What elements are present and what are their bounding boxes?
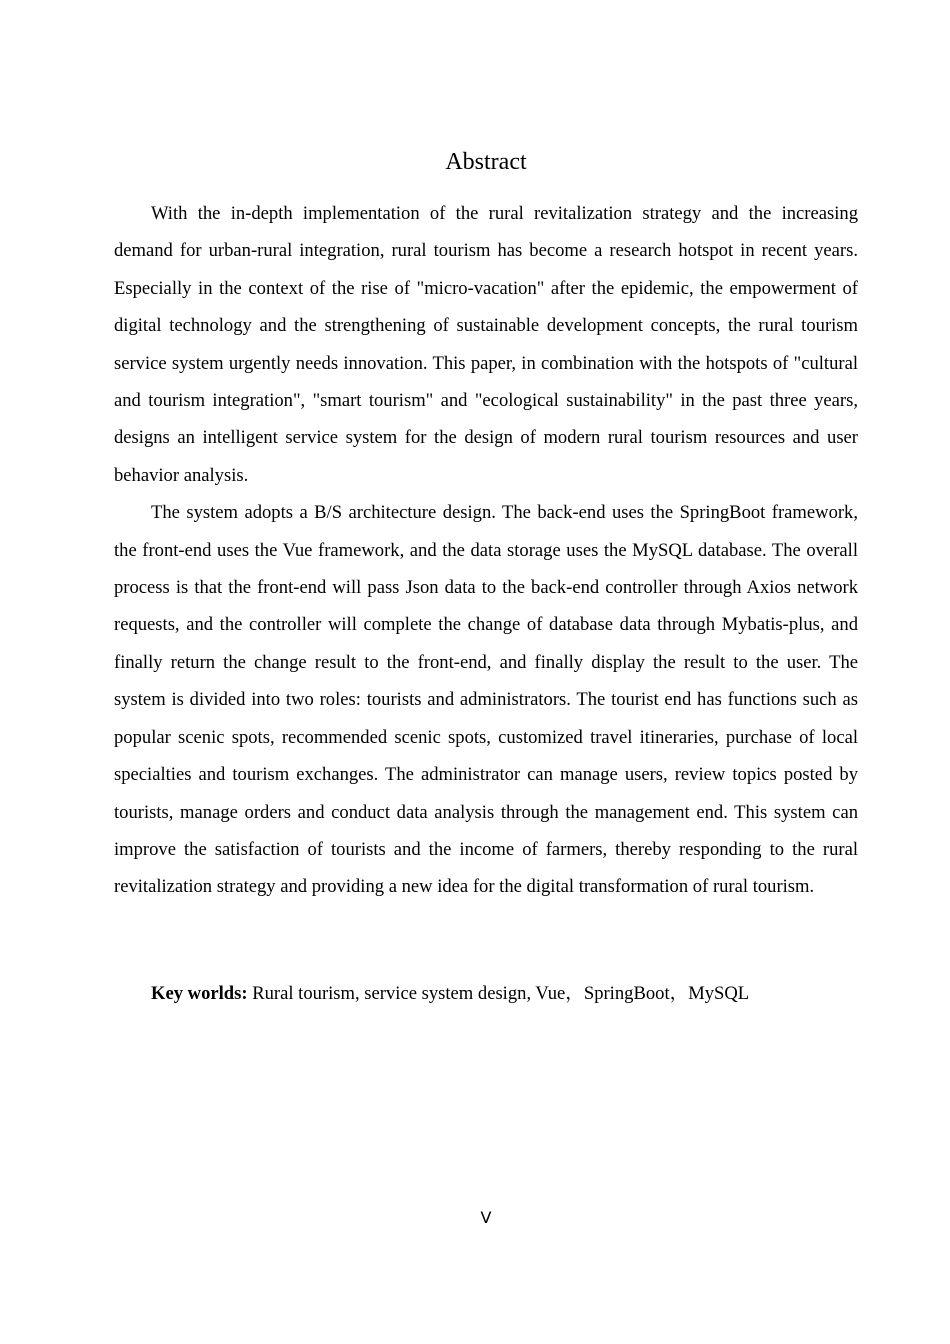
abstract-title: Abstract [445, 149, 527, 175]
abstract-body [114, 195, 858, 906]
abstract-paragraph-1: With the in-depth implementation of the rural revitalization strategy and the increasing demand for urban-rural integration, rural tourism has become a research hotspot in recent years. Especially in the context of the rise of "micro-vacation" after the epidemic, the empowerment of digital technology and the strengthening of sustainable development concepts, the rural tourism service system urgently needs innovation. This paper, in combination with the hotspots of "cultural and tourism integration", "smart tourism" and "ecological sustainability" in the past three years, designs an intelligent service system for the design of modern rural tourism resources and user behavior analysis. [114, 203, 858, 486]
keywords-line [114, 975, 858, 1012]
keywords-text: Rural tourism, service system design, Vue，SpringBoot，MySQL [247, 983, 750, 1004]
keywords-label: Key worlds: [151, 983, 248, 1004]
abstract-paragraph-2: The system adopts a B/S architecture design. The back-end uses the SpringBoot framework, the front-end uses the Vue framework, and the data storage uses the MySQL database. The overall process is that the front-end will pass Json data to the back-end controller through Axios network requests, and the controller will complete the change of database data through Mybatis-plus, and finally return the change result to the front-end, and finally display the result to the user. The system is divided into two roles: tourists and administrators. The tourist end has functions such as popular scenic spots, recommended scenic spots, customized travel itineraries, purchase of local specialties and tourism exchanges. The administrator can manage users, review topics posted by tourists, manage orders and conduct data analysis through the management end. This system can improve the satisfaction of tourists and the income of farmers, thereby responding to the rural revitalization strategy and providing a new idea for the digital transformation of rural tourism. [114, 502, 858, 898]
page-number: V [480, 1208, 492, 1227]
